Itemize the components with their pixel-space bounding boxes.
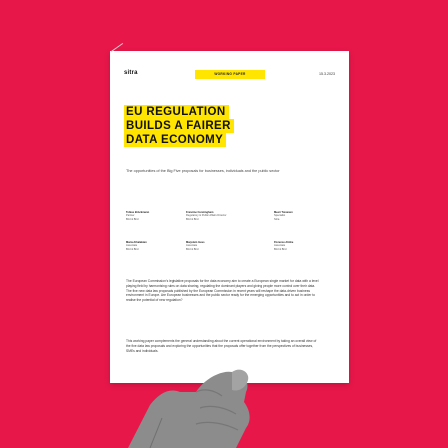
author-org: Bird & Bird — [186, 217, 199, 221]
author-org: Sitra — [274, 217, 280, 221]
sitra-logo: sitra — [124, 70, 138, 76]
abstract-paragraph: The European Commission's legislative proposals for the data economy aim to create a European single market for data with a level playing field by harmonising rules on data sharing, regulating the dominant players and giving people more control over their data. The five new data law proposals published by the European Commission in recent years will reshape the data-driven business environment in Europe. Are European businesses and the public sector ready for the emerging opportunities and to act in order to realise the potential of new regulation? — [126, 279, 319, 303]
author-role: Regulatory & Public Affairs Director — [186, 214, 227, 218]
title-line: DATA ECONOMY — [124, 133, 226, 147]
author-org: Bird & Bird — [274, 247, 287, 251]
author-name: Tobias Bröckmann — [126, 211, 150, 214]
paper-date: 15.3.2023 — [319, 72, 335, 76]
author-org: Bird & Bird — [186, 247, 199, 251]
author-role: Associate — [274, 244, 286, 248]
author-name: Florence Alinhe — [274, 241, 294, 244]
title-line: BUILDS A FAIRER — [124, 119, 234, 133]
title-line: EU REGULATION — [124, 105, 229, 119]
author-role: Specialist — [274, 214, 286, 218]
author-org: Bird & Bird — [126, 247, 139, 251]
author-name: Meeri Toivanen — [274, 211, 293, 214]
author-name: Francine Cunningham — [186, 211, 214, 214]
abstract-paragraph: This working paper complements the general understanding about the current operational environment by taking an overall view of the five data law proposals and exploring the opportunities that the proposals offer together from the perspectives of businesses, SMEs and individuals. — [126, 339, 317, 353]
document-subtitle: The opportunities of the Big Five proposals for businesses, individuals and the public sector — [126, 169, 280, 173]
paper-type-label: WORKING PAPER — [195, 70, 265, 79]
author-role: Associate — [186, 244, 198, 248]
author-name: Marjolein Geus — [186, 241, 205, 244]
author-role: Associate — [126, 244, 138, 248]
author-name: Maria Athalabian — [126, 241, 147, 244]
author-org: Bird & Bird — [126, 217, 139, 221]
author-role: Partner — [126, 214, 135, 218]
